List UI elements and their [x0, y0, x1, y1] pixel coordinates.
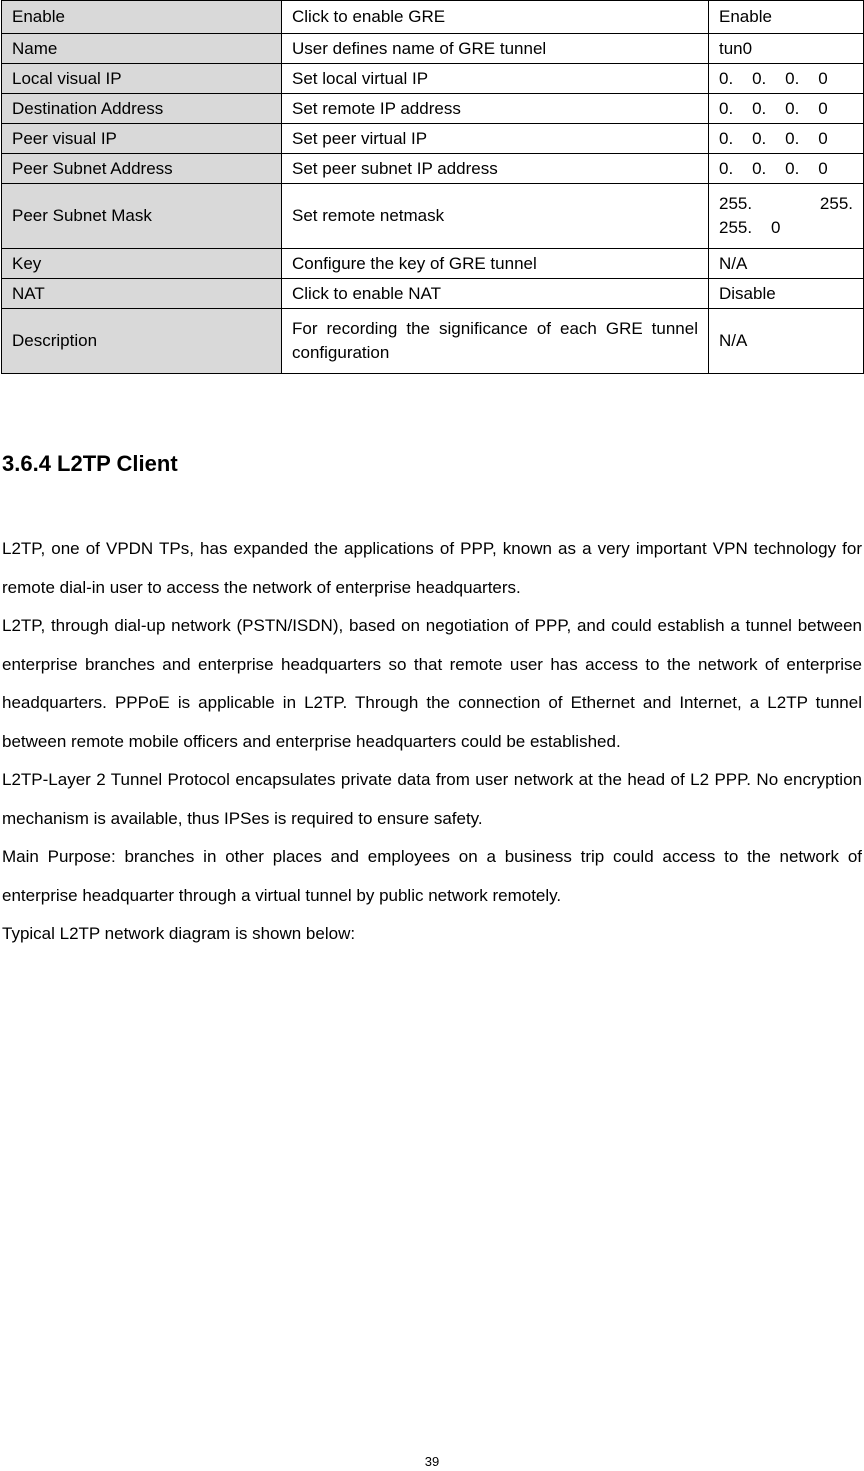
section-body	[2, 530, 862, 954]
param-description: Set peer virtual IP	[282, 124, 709, 154]
param-name: NAT	[2, 279, 282, 309]
param-default: 0. 0. 0. 0	[709, 124, 864, 154]
param-description: User defines name of GRE tunnel	[282, 34, 709, 64]
paragraph: Typical L2TP network diagram is shown below:	[2, 924, 356, 943]
param-name: Peer visual IP	[2, 124, 282, 154]
table-row	[2, 154, 864, 184]
param-name: Local visual IP	[2, 64, 282, 94]
param-description: Click to enable NAT	[282, 279, 709, 309]
paragraph: Main Purpose: branches in other places and employees on a business trip could access to the network of enterprise headquarter through a virtual tunnel by public network remotely.	[2, 847, 862, 905]
param-name: Enable	[2, 1, 282, 34]
param-default: N/A	[709, 309, 864, 374]
table-row	[2, 94, 864, 124]
param-default: Disable	[709, 279, 864, 309]
param-description: Configure the key of GRE tunnel	[282, 249, 709, 279]
page-number: 39	[424, 1454, 440, 1469]
param-name: Destination Address	[2, 94, 282, 124]
param-name: Description	[2, 309, 282, 374]
table-row	[2, 309, 864, 374]
param-description: Set remote netmask	[282, 184, 709, 249]
mask-octet-1: 255.	[719, 194, 753, 213]
param-description: Set remote IP address	[282, 94, 709, 124]
table-row	[2, 124, 864, 154]
param-name: Key	[2, 249, 282, 279]
section-heading: 3.6.4 L2TP Client	[2, 451, 178, 476]
param-default: 0. 0. 0. 0	[709, 64, 864, 94]
table-row	[2, 184, 864, 249]
param-default: 0. 0. 0. 0	[709, 94, 864, 124]
mask-line-2: 255. 0	[719, 218, 781, 237]
param-description: Click to enable GRE	[282, 1, 709, 34]
paragraph: L2TP-Layer 2 Tunnel Protocol encapsulates private data from user network at the head of L2 PPP. No encryption mechanism is available, thus IPSes is required to ensure safety.	[2, 770, 862, 828]
table-row	[2, 279, 864, 309]
paragraph: L2TP, one of VPDN TPs, has expanded the applications of PPP, known as a very important VPN technology for remote dial-in user to access the network of enterprise headquarters.	[2, 539, 862, 597]
param-name: Name	[2, 34, 282, 64]
param-default: tun0	[709, 34, 864, 64]
table-row	[2, 249, 864, 279]
mask-line-1	[719, 192, 853, 216]
paragraph: L2TP, through dial-up network (PSTN/ISDN), based on negotiation of PPP, and could establish a tunnel between enterprise branches and enterprise headquarters so that remote user has access to the network of enterprise headquarters. PPPoE is applicable in L2TP. Through the connection of Ethernet and Internet, a L2TP tunnel between remote mobile officers and enterprise headquarters could be established.	[2, 616, 862, 751]
table-row	[2, 64, 864, 94]
param-default	[709, 184, 864, 249]
param-default: N/A	[709, 249, 864, 279]
param-description: Set peer subnet IP address	[282, 154, 709, 184]
param-default: Enable	[709, 1, 864, 34]
table-row	[2, 34, 864, 64]
table-row	[2, 1, 864, 34]
param-name: Peer Subnet Address	[2, 154, 282, 184]
mask-octet-2: 255.	[819, 194, 853, 213]
param-description: For recording the significance of each GRE tunnel configuration	[282, 309, 709, 374]
param-name: Peer Subnet Mask	[2, 184, 282, 249]
param-default: 0. 0. 0. 0	[709, 154, 864, 184]
param-description: Set local virtual IP	[282, 64, 709, 94]
gre-parameter-table	[1, 0, 864, 374]
